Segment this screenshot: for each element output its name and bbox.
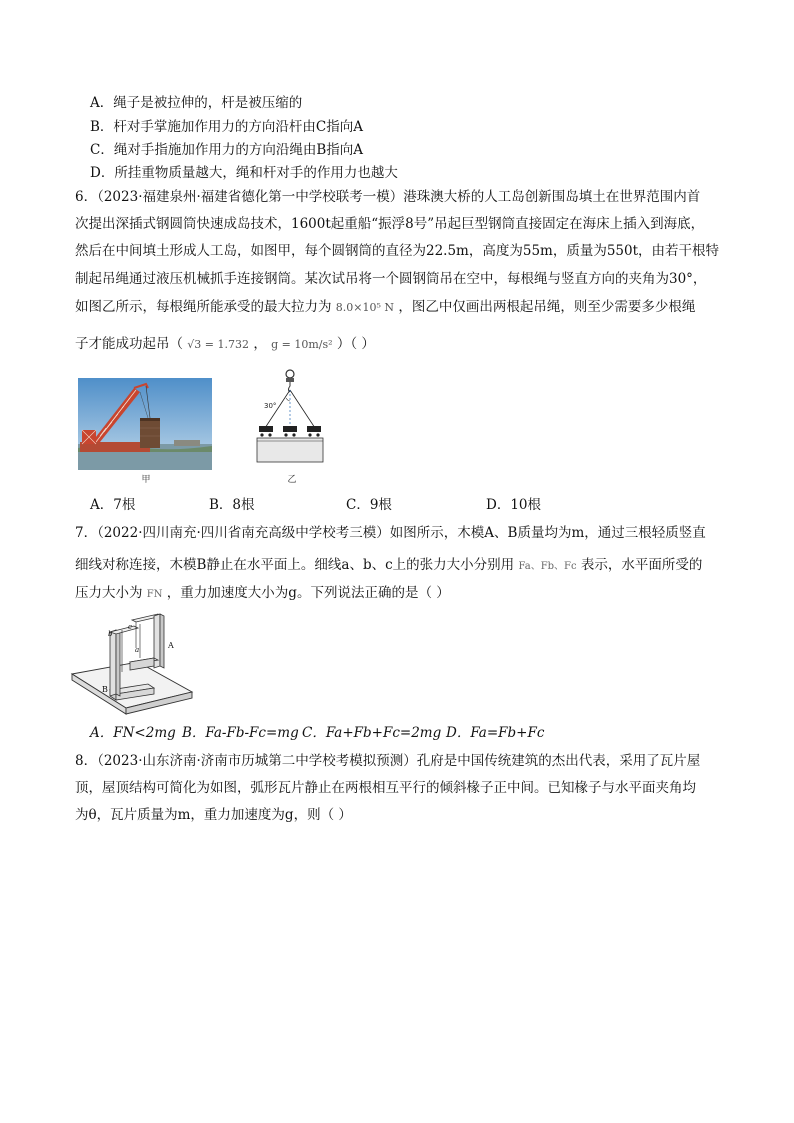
q6-answer-bracket: ）（ ） <box>336 336 375 352</box>
q7-text-tension-intro: 细线对称连接，木模B静止在水平面上。细线a、b、c上的张力大小分别用 <box>75 557 515 573</box>
q6-stem-line-5 <box>75 298 735 317</box>
q6-figure-b-caption: 乙 <box>287 475 297 485</box>
q7-label-model-b: B <box>102 685 108 694</box>
q7-normal-symbol: FN <box>146 589 163 600</box>
q8-stem-line-1: 8．（2023·山东济南·济南市历城第二中学校考模拟预测）孔府是中国传统建筑的杰出代表，采用了瓦片屋 <box>75 753 701 769</box>
q8-stem-line-3: 为θ，瓦片质量为m，重力加速度为g，则（ ） <box>75 807 352 823</box>
q6-option-d: D．10根 <box>486 497 542 513</box>
q7-option-a: A．FN<2mg <box>90 725 176 741</box>
q6-stem-line-2: 次提出深插式钢圆筒快速成岛技术，1600t起重船“振浮8号”吊起巨型钢筒直接固定在海床上插入到海底， <box>75 216 705 232</box>
q6-stem-line-4: 制起吊绳通过液压机械抓手连接钢筒。某次试吊将一个圆钢筒吊在空中，每根绳与竖直方向的夹角为30°， <box>75 271 707 287</box>
q7-stem-line-3 <box>75 584 735 604</box>
q6-figure-a-caption: 甲 <box>141 475 151 485</box>
wooden-models-drawing <box>70 612 194 718</box>
q6-text-max-force-intro: 如图乙所示，每根绳所能承受的最大拉力为 <box>75 299 332 315</box>
q6-option-c: C．9根 <box>346 497 392 513</box>
q6-figure-crane-photo <box>78 378 212 470</box>
lift-diagram-drawing <box>255 368 327 472</box>
q7-option-b: B．Fa-Fb-Fc=mg <box>182 725 299 741</box>
q5-option-b: B．杆对手掌施加作用力的方向沿杆由C指向A <box>90 119 363 135</box>
q6-stem-line-3: 然后在中间填土形成人工岛，如图甲，每个圆钢筒的直径为22.5m，高度为55m，质量为550t，由若干根特 <box>75 243 720 259</box>
q7-label-model-a: A <box>168 641 174 650</box>
q6-sqrt3-formula: √3 = 1.732 <box>187 338 250 351</box>
q8-stem-line-2: 顶，屋顶结构可简化为如图，弧形瓦片静止在两根相互平行的倾斜椽子正中间。已知椽子与水平面夹角均 <box>75 780 696 796</box>
q7-label-a-line: a <box>135 646 140 654</box>
q7-label-c-line: c <box>128 623 132 631</box>
q6-text-hint-intro: 子才能成功起吊（ <box>75 336 183 352</box>
q7-stem-line-2 <box>75 556 735 576</box>
q6-text-after-force: ，图乙中仅画出两根起吊绳，则至少需要多少根绳 <box>398 299 696 315</box>
q7-figure-wooden-models <box>70 612 194 718</box>
q6-stem-line-6 <box>75 335 735 354</box>
q7-label-b-line: b <box>108 630 113 638</box>
q6-figure-lift-diagram <box>255 368 327 472</box>
q5-option-d: D．所挂重物质量越大，绳和杆对手的作用力也越大 <box>90 165 398 181</box>
q6-max-force-formula: 8.0×10⁵ N <box>335 301 395 314</box>
q7-option-d: D．Fa=Fb+Fc <box>446 725 545 741</box>
q7-text-after-tension: 表示，水平面所受的 <box>580 557 703 573</box>
q6-stem-line-1: 6．（2023·福建泉州·福建省德化第一中学校联考一模）港珠澳大桥的人工岛创新围岛填土在世界范围内首 <box>75 189 701 205</box>
crane-photo-image <box>78 378 212 470</box>
q5-option-c: C．绳对手指施加作用力的方向沿绳由B指向A <box>90 142 363 158</box>
q7-text-pressure-intro: 压力大小为 <box>75 585 143 601</box>
q7-tension-symbols: Fa、Fb、Fc <box>518 561 577 572</box>
q6-option-a: A．7根 <box>90 497 136 513</box>
q7-option-c: C．Fa+Fb+Fc=2mg <box>302 725 442 741</box>
q5-option-a: A．绳子是被拉伸的，杆是被压缩的 <box>90 95 303 111</box>
q6-option-b: B．8根 <box>209 497 255 513</box>
q7-text-after-normal: ，重力加速度大小为g。下列说法正确的是（ ） <box>166 585 450 601</box>
q6-angle-label: 30° <box>264 402 277 410</box>
q6-separator: ， <box>253 336 267 352</box>
q7-stem-line-1: 7．（2022·四川南充·四川省南充高级中学校考三模）如图所示，木模A、B质量均为m，通过三根轻质竖直 <box>75 525 706 541</box>
q6-g-formula: g = 10m/s² <box>271 338 333 351</box>
